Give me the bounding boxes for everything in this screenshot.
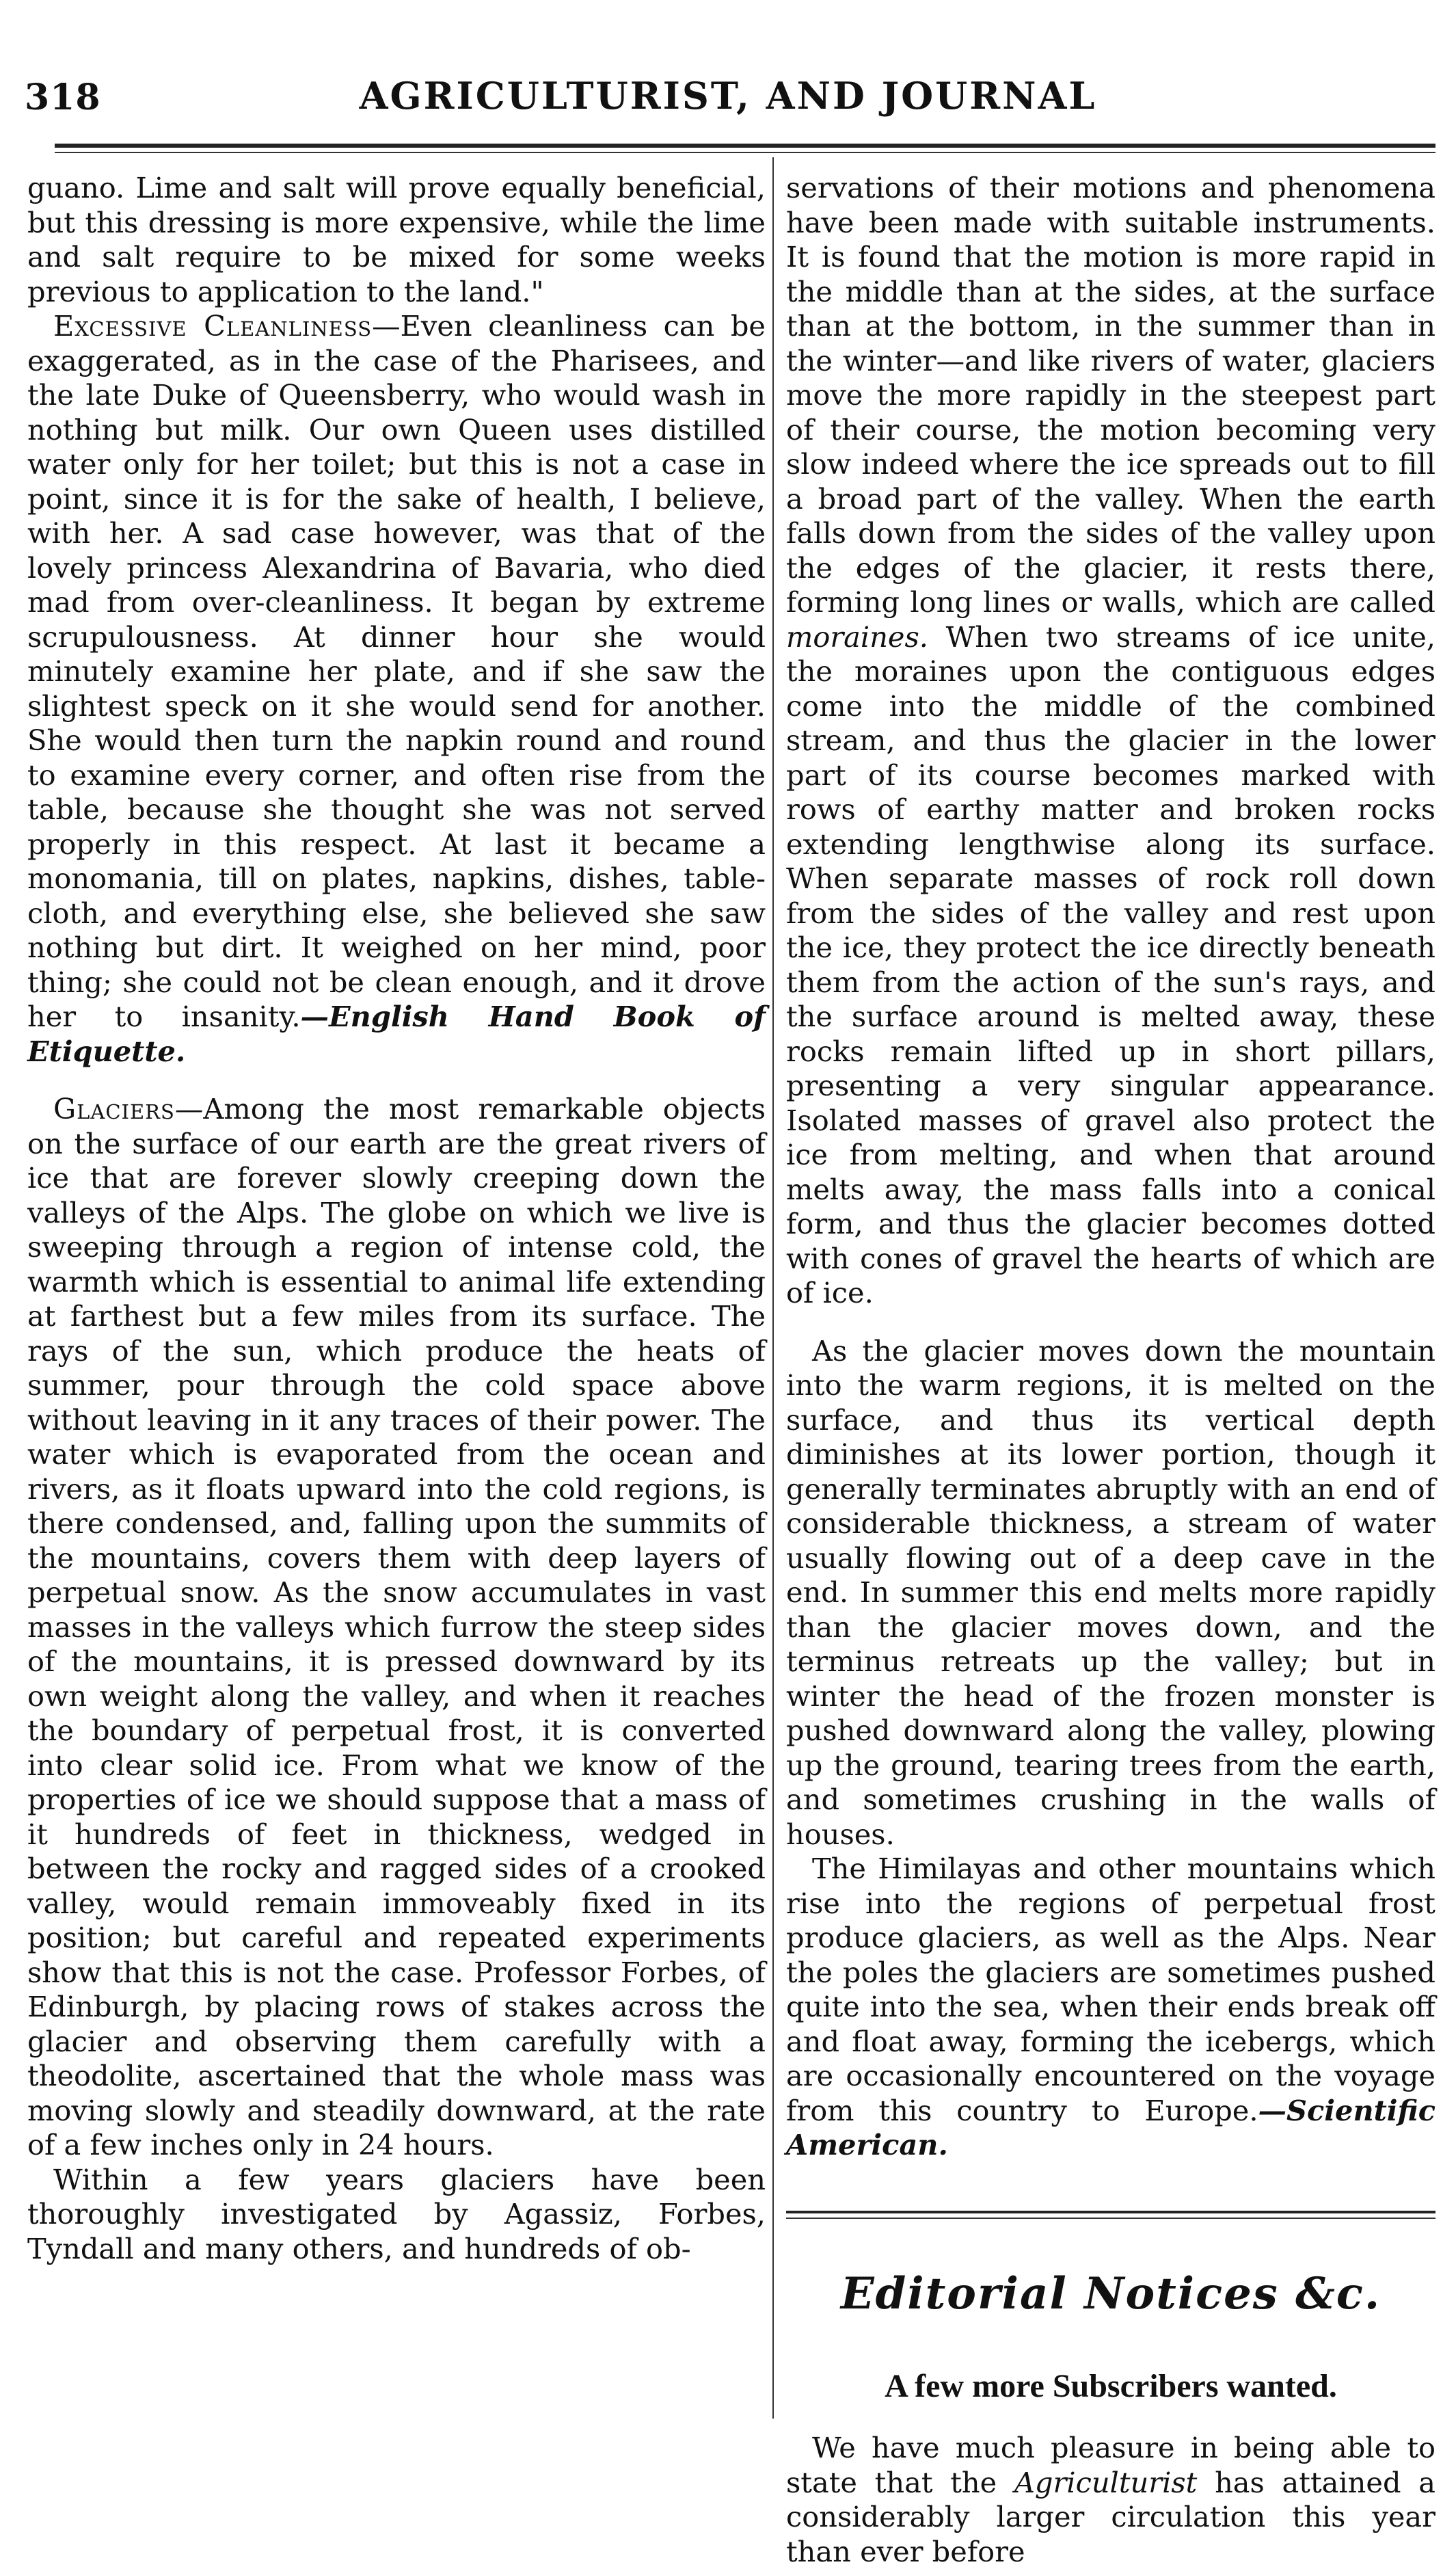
glaciers-paragraph-2: Within a few years glaciers have been thoroughly investigated by Agassiz, Forbes, Tyndall and many others, and hundreds of ob- xyxy=(27,2162,766,2265)
glaciers-continued-rest: When two streams of ice unite, the moraines upon the contiguous edges come into the middle of the combined stream, and thus the glacier in the lower part of its course becomes marked with rows of earthy matter and broken rocks extending lengthwise along its surface. When separate masses of rock roll down from the sides of the valley and rest upon the ice, they protect the ice directly beneath them from the action of the sun's rays, and the surface around is melted away, these rocks remain lifted up in short pillars, presenting a very singular appearance. Isolated masses of gravel also protect the ice from melting, and when that around melts away, the mass falls into a conical form, and thus the glacier becomes dotted with cones of gravel the hearts of which are of ice. xyxy=(786,620,1435,1309)
section-title: Editorial Notices &c. xyxy=(840,2267,1381,2319)
running-title: AGRICULTURIST, AND JOURNAL xyxy=(359,74,1097,118)
cleanliness-article xyxy=(27,309,766,1069)
section-rule xyxy=(786,2211,1435,2213)
agriculturist-title: Agriculturist xyxy=(1014,2465,1198,2499)
subscribers-text-rest: has attained a considerably larger circulation this year than ever before xyxy=(786,2465,1435,2568)
cleanliness-body: —Even cleanliness can be exaggerated, as in the case of the Pharisees, and the late Duke of Queensberry, who would wash in nothing but milk. Our own Queen uses distilled water only for her toilet; but this is not a case in point, since it is for the sake of health, I believe, with her. A sad case however, was that of the lovely princess Alexandrina of Bavaria, who died mad from over-cleanliness. It began by extreme scrupulousness. At dinner hour she would minutely examine her plate, and if she saw the slightest speck on it she would send for another. She would then turn the napkin round and round to examine every corner, and often rise from the table, because she thought she was not served properly in this respect. At last it became a monomania, till on plates, napkins, dishes, table-cloth, and everything else, she believed she saw nothing but dirt. It weighed on her mind, poor thing; she could not be clean enough, and it drove her to insanity. xyxy=(27,309,766,1033)
glaciers-continued-text: servations of their motions and phenomena have been made with suitable instruments. It is found that the motion is more rapid in the middle than at the sides, at the surface than at the bottom, in the summer than in the winter—and like rivers of water, glaciers move the more rapidly in the steepest part of their course, the motion becoming very slow indeed where the ice spreads out to fill a broad part of the valley. When the earth falls down from the sides of the valley upon the edges of the glacier, it rests there, forming long lines or walls, which are called xyxy=(786,171,1435,619)
header-rule-thin xyxy=(55,152,1435,153)
glaciers-continued xyxy=(786,171,1435,1311)
subscribers-paragraph xyxy=(786,2431,1435,2569)
glaciers-heading: Glaciers xyxy=(53,1092,175,1126)
glacier-terminus-paragraph: As the glacier moves down the mountain into the warm regions, it is melted on the surface, and thus its vertical depth diminishes at its lower portion, though it generally terminates abruptly with an end of considerable thickness, a stream of water usually flowing out of a deep cave in the end. In summer this end melts more rapidly than the glacier moves down, and the terminus retreats up the valley; but in winter the head of the frozen monster is pushed downward along the valley, plowing up the ground, tearing trees from the earth, and sometimes crushing in the walls of houses. xyxy=(786,1333,1435,1851)
guano-paragraph: guano. Lime and salt will prove equally beneficial, but this dressing is more expensive, while the lime and salt require to be mixed for some weeks previous to application to the land." xyxy=(27,171,766,308)
section-rule-thin xyxy=(786,2218,1435,2219)
moraines-term: moraines. xyxy=(786,620,928,654)
glaciers-article xyxy=(27,1092,766,2163)
subscribers-subhead: A few more Subscribers wanted. xyxy=(885,2367,1337,2404)
left-column xyxy=(27,171,766,2412)
page-number: 318 xyxy=(25,77,101,118)
column-divider xyxy=(772,157,774,2419)
cleanliness-heading: Excessive Cleanliness xyxy=(53,309,373,343)
himalaya-source: —Scientific American. xyxy=(786,2093,1435,2161)
himalaya-text: The Himilayas and other mountains which rise into the regions of perpetual frost produce glaciers, as well as the Alps. Near the poles the glaciers are sometimes pushed quite into the sea, when their ends break off and float away, forming the icebergs, which are occasionally encountered on the voyage from this country to Europe. xyxy=(786,1852,1435,2127)
header-rule xyxy=(55,144,1435,148)
right-column xyxy=(786,171,1435,2568)
himalaya-paragraph xyxy=(786,1852,1435,2163)
cleanliness-source: —English Hand Book of Etiquette. xyxy=(27,1000,766,1068)
subscribers-text: We have much pleasure in being able to state that the xyxy=(786,2431,1435,2499)
glaciers-body: —Among the most remarkable objects on the surface of our earth are the great rivers of ice that are forever slowly creeping down the valleys of the Alps. The globe on which we live is sweeping through a region of intense cold, the warmth which is essential to animal life extending at farthest but a few miles from its surface. The rays of the sun, which produce the heats of summer, pour through the cold space above without leaving in it any traces of their power. The water which is evaporated from the ocean and rivers, as it floats upward into the cold regions, is there condensed, and, falling upon the summits of the mountains, covers them with deep layers of perpetual snow. As the snow accumulates in vast masses in the valleys which furrow the steep sides of the mountains, it is pressed downward by its own weight along the valley, and when it reaches the boundary of perpetual frost, it is converted into clear solid ice. From what we know of the properties of ice we should suppose that a mass of it hundreds of feet in thickness, wedged in between the rocky and ragged sides of a crooked valley, would remain immoveably fixed in its position; but careful and repeated experiments show that this is not the case. Professor Forbes, of Edinburgh, by placing rows of stakes across the glacier and observing them carefully with a theodolite, ascertained that the whole mass was moving slowly and steadily downward, at the rate of a few inches only in 24 hours. xyxy=(27,1092,766,2161)
